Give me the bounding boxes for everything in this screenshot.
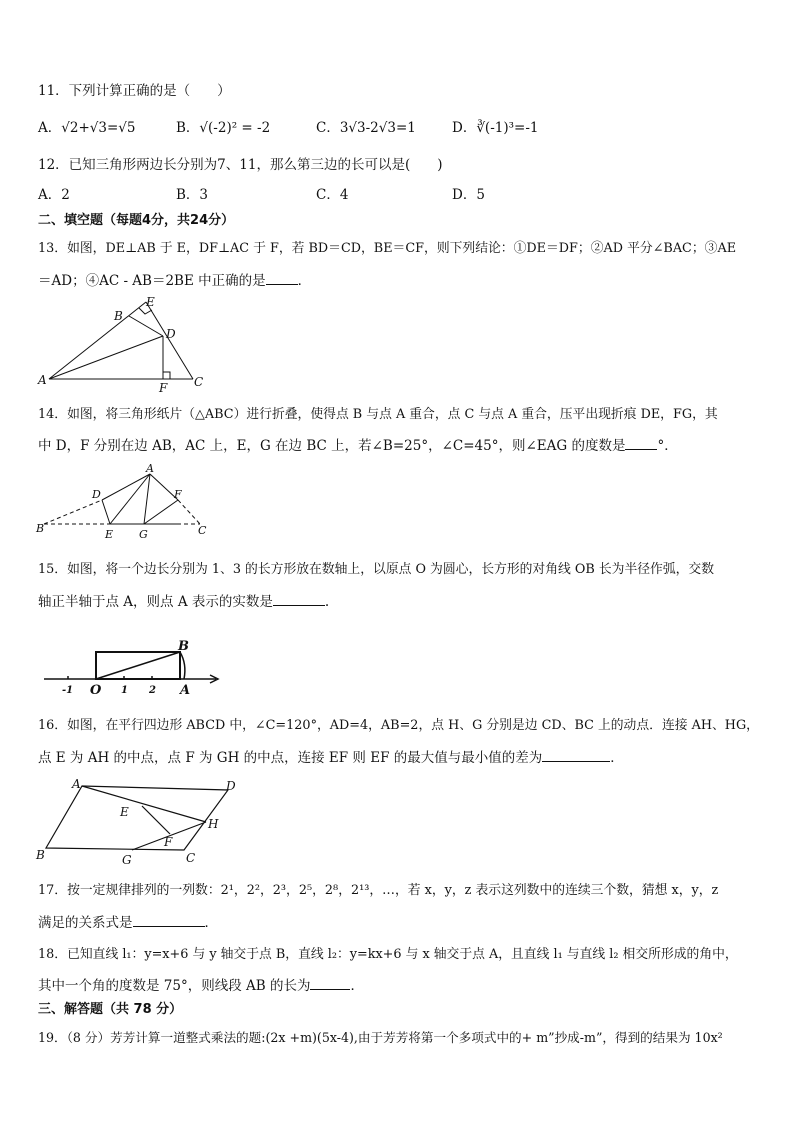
q14-label-e: E xyxy=(105,528,114,541)
q13-line1: 13．如图，DE⊥AB 于 E，DF⊥AC 于 F，若 BD＝CD，BE＝CF，则下列结论：①DE＝DF；②AD 平分∠BAC；③AE xyxy=(38,241,737,256)
q16-label-c: C xyxy=(186,851,196,865)
q14-line1: 14．如图，将三角形纸片（△ABC）进行折叠，使得点 B 与点 A 重合，点 C 与点 A 重合，压平出现折痕 DE，FG，其 xyxy=(38,407,718,422)
q14-line-ag xyxy=(144,474,150,524)
q15-figure xyxy=(40,636,230,698)
q14-label-a: A xyxy=(146,462,154,475)
q15-label-o: O xyxy=(90,683,102,698)
q14-label-c: C xyxy=(198,524,207,537)
q16-line2: 点 E 为 AH 的中点，点 F 为 GH 的中点，连接 EF 则 EF 的最大值与最小值的差为 ． xyxy=(38,750,624,766)
q15-line1: 15．如图，将一个边长分别为 1、3 的长方形放在数轴上，以原点 O 为圆心，长方形的对角线 OB 长为半径作弧，交数 xyxy=(38,562,715,577)
q15-diagonal-ob xyxy=(96,652,180,679)
q18-line1: 18．已知直线 l₁：y=x+6 与 y 轴交于点 B，直线 l₂：y=kx+6 与 x 轴交于点 A，且直线 l₁ 与直线 l₂ 相交所形成的角中， xyxy=(38,947,738,962)
q11-option-b-expr: √(-2)² = -2 xyxy=(199,120,271,136)
q16-label-g: G xyxy=(122,853,132,867)
q14-line-fg xyxy=(144,500,178,524)
q13-label-b: B xyxy=(114,309,123,323)
q13-right-angle-f xyxy=(163,372,170,379)
q11-option-c-expr: 3√3-2√3=1 xyxy=(339,120,416,136)
section-2-heading: 二、填空题（每题4分，共24分） xyxy=(38,213,235,228)
q14-line2: 中 D，F 分别在边 AB，AC 上，E，G 在边 BC 上，若∠B=25°，∠C=45°，则∠EAG 的度数是 °． xyxy=(38,438,678,454)
q14-line-da xyxy=(102,474,150,500)
q14-label-d: D xyxy=(92,488,101,501)
q13-line-ae xyxy=(49,302,146,379)
q11-stem: 11．下列计算正确的是（ ） xyxy=(38,83,231,99)
q15-label-b: B xyxy=(178,639,189,654)
q15-label-a: A xyxy=(180,683,191,698)
q13-label-e: E xyxy=(146,295,155,309)
q15-tick-label-neg1: -1 xyxy=(62,685,74,696)
q13-figure xyxy=(36,294,216,395)
q14-label-b: B xyxy=(36,522,45,535)
q14-line-fc-dashed xyxy=(178,500,200,524)
q13-label-f: F xyxy=(159,381,168,395)
q12-option-d: D．5 xyxy=(452,187,485,203)
q11-option-a: A．√2+√3=√5 xyxy=(38,120,136,136)
q16-line-ah xyxy=(82,786,206,822)
q16-label-a: A xyxy=(72,777,81,791)
q12-option-a: A．2 xyxy=(38,187,70,203)
q18-line2: 其中一个角的度数是 75°，则线段 AB 的长为 ． xyxy=(38,978,364,994)
q16-label-e: E xyxy=(120,805,129,819)
q17-line1: 17．按一定规律排列的一列数：2¹，2²，2³，2⁵，2⁸，2¹³，…，若 x，y，z 表示这列数中的连续三个数，猜想 x，y，z xyxy=(38,883,719,898)
q11-option-c: C．3√3-2√3=1 xyxy=(316,120,416,136)
q15-line2: 轴正半轴于点 A，则点 A 表示的实数是 . xyxy=(38,594,330,610)
q16-label-h: H xyxy=(208,817,219,831)
q19-line1: 19．（8 分）芳芳计算一道整式乘法的题:(2x +m)(5x-4),由于芳芳将第一个多项式中的+ m”抄成-m”，得到的结果为 10x² xyxy=(38,1030,723,1045)
q13-answer-blank xyxy=(266,271,298,285)
q14-answer-blank xyxy=(625,436,657,450)
q17-answer-blank xyxy=(133,913,205,927)
q15-tick-label-1: 1 xyxy=(121,685,128,696)
q13-label-c: C xyxy=(194,375,204,389)
q16-figure xyxy=(36,778,246,866)
q14-line-de xyxy=(102,500,110,524)
q17-line2: 满足的关系式是 ． xyxy=(38,915,218,931)
q14-line-bd-dashed xyxy=(44,500,102,524)
q13-label-a: A xyxy=(38,373,47,387)
q16-line1: 16．如图，在平行四边形 ABCD 中，∠C=120°，AD=4，AB=2，点 H、G 分别是边 CD、BC 上的动点．连接 AH、HG， xyxy=(38,718,759,733)
q16-parallelogram xyxy=(46,786,228,850)
q16-label-f: F xyxy=(164,835,173,849)
q16-answer-blank xyxy=(542,748,610,762)
q14-figure xyxy=(36,460,216,540)
q18-answer-blank xyxy=(310,976,350,990)
q15-tick-label-2: 2 xyxy=(149,685,156,696)
q13-line-ad xyxy=(49,336,163,379)
q13-line2: ＝AD；④AC - AB＝2BE 中正确的是 ． xyxy=(38,273,312,289)
q14-label-g: G xyxy=(139,528,148,541)
q13-line-bd xyxy=(129,316,163,336)
q12-option-c: C．4 xyxy=(316,187,349,203)
q11-option-b: B．√(-2)² = -2 xyxy=(176,120,271,136)
q11-option-d: D．∛(-1)³=-1 xyxy=(452,120,539,136)
q14-line-ae xyxy=(110,474,150,524)
q13-label-d: D xyxy=(166,327,176,341)
section-3-heading: 三、解答题（共 78 分） xyxy=(38,1002,183,1017)
q12-option-b: B．3 xyxy=(176,187,209,203)
q14-label-f: F xyxy=(174,488,182,501)
q16-label-d: D xyxy=(226,779,236,793)
q12-stem: 12．已知三角形两边长分别为7、11，那么第三边的长可以是( ) xyxy=(38,157,443,173)
q11-option-d-expr: ∛(-1)³=-1 xyxy=(476,120,539,136)
q16-label-b: B xyxy=(36,848,45,862)
q15-answer-blank xyxy=(273,592,325,606)
q11-option-a-expr: √2+√3=√5 xyxy=(61,120,136,136)
